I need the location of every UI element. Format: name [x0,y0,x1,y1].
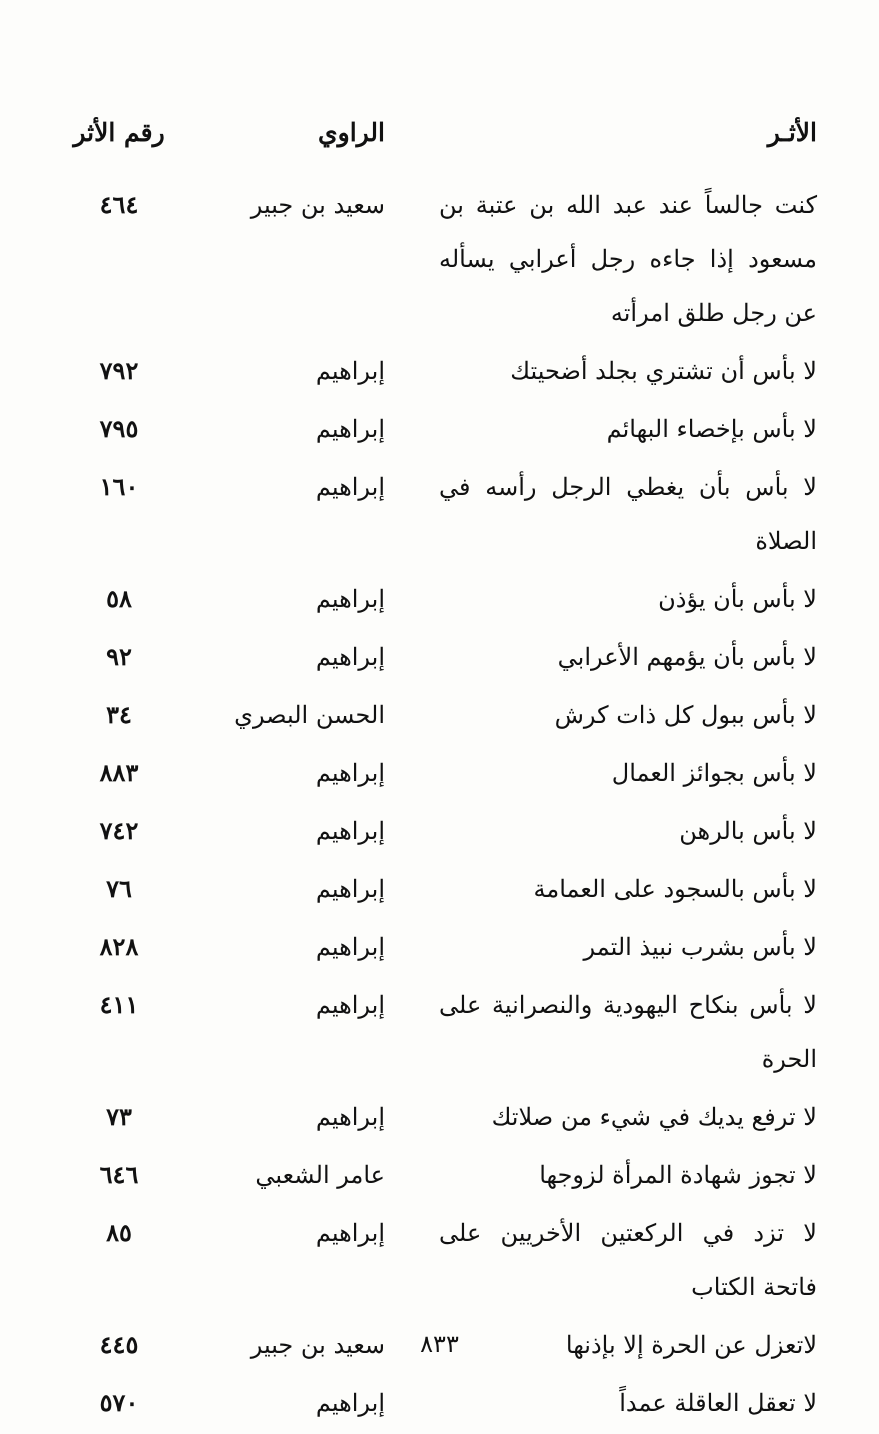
rawi-name: عامر الشعبي [255,1161,385,1189]
athar-number: ٤٤٥ [99,1330,139,1359]
athar-text: لا تزد في الركعتين الأخريين على فاتحة الكتاب [439,1219,817,1301]
table-row [0,1148,879,1202]
table-row [0,746,879,800]
athar-number: ٧٦ [106,874,132,903]
table-row [0,630,879,684]
rawi-name: إبراهيم [315,759,385,787]
table-row [0,688,879,742]
table-row [0,920,879,974]
athar-number: ٩٢ [106,642,132,671]
athar-number: ٥٨ [106,584,132,613]
athar-text: لا بأس بإخصاء البهائم [606,415,817,443]
rawi-name: إبراهيم [315,1219,385,1247]
rawi-name: إبراهيم [315,933,385,961]
athar-text: لا بأس بأن يغطي الرجل رأسه في الصلاة [439,473,817,555]
rawi-name: إبراهيم [315,357,385,385]
table-row [0,178,879,340]
athar-number: ٨٥ [106,1218,132,1247]
table-row [0,402,879,456]
athar-table [0,178,879,1434]
rawi-name: إبراهيم [315,1103,385,1131]
athar-number: ١٦٠ [99,472,139,501]
table-row [0,1206,879,1314]
table-row [0,1376,879,1430]
athar-text: لا بأس بأن يؤمهم الأعرابي [557,643,817,671]
rawi-name: إبراهيم [315,991,385,1019]
athar-text: لا بأس بأن يؤذن [658,585,817,613]
rawi-name: سعيد بن جبير [250,191,385,219]
athar-text: لا بأس ببول كل ذات كرش [554,701,817,729]
athar-text: لا تجوز شهادة المرأة لزوجها [539,1161,817,1189]
athar-text: لا بأس بجوائز العمال [611,759,817,787]
athar-text: لا ترفع يديك في شيء من صلاتك [491,1103,817,1131]
athar-number: ٧٣ [106,1102,132,1131]
athar-text: لا بأس بالسجود على العمامة [533,875,817,903]
athar-text: لا بأس أن تشتري بجلد أضحيتك [510,357,817,385]
table-row [0,978,879,1086]
athar-text: لا بأس بالرهن [679,817,817,845]
athar-number: ٨٨٣ [99,758,139,787]
rawi-name: إبراهيم [315,817,385,845]
athar-text: كنت جالساً عند عبد الله بن عتبة بن مسعود إذا جاءه رجل أعرابي يسأله عن رجل طلق امرأته [439,191,817,327]
athar-number: ٨٢٨ [99,932,139,961]
athar-number: ٥٧٠ [99,1388,139,1417]
athar-number: ٤٦٤ [99,190,139,219]
athar-number: ٦٤٦ [99,1160,139,1189]
rawi-name: إبراهيم [315,585,385,613]
table-row [0,344,879,398]
rawi-name: إبراهيم [315,643,385,671]
header-number: رقم الأثر [73,118,165,147]
athar-number: ٧٩٢ [99,356,139,385]
table-row [0,862,879,916]
athar-text: لاتعزل عن الحرة إلا بإذنها [565,1331,817,1359]
athar-text: لا تعقل العاقلة عمداً [619,1389,817,1417]
rawi-name: إبراهيم [315,473,385,501]
table-header [0,118,879,158]
table-row [0,1090,879,1144]
athar-number: ٣٤ [106,700,132,729]
athar-number: ٤١١ [99,990,139,1019]
rawi-name: إبراهيم [315,875,385,903]
rawi-name: إبراهيم [315,1389,385,1417]
rawi-name: الحسن البصري [234,701,385,729]
header-rawi: الراوي [318,118,385,147]
rawi-name: سعيد بن جبير [250,1331,385,1359]
rawi-name: إبراهيم [315,415,385,443]
athar-text: لا بأس بنكاح اليهودية والنصرانية على الحرة [439,991,817,1073]
athar-text: لا بأس بشرب نبيذ التمر [583,933,817,961]
table-row [0,572,879,626]
athar-number: ٧٤٢ [99,816,139,845]
table-row [0,460,879,568]
athar-number: ٧٩٥ [99,414,139,443]
page-number: ٨٣٣ [420,1330,459,1358]
table-row [0,804,879,858]
header-athar: الأثـر [767,118,817,147]
